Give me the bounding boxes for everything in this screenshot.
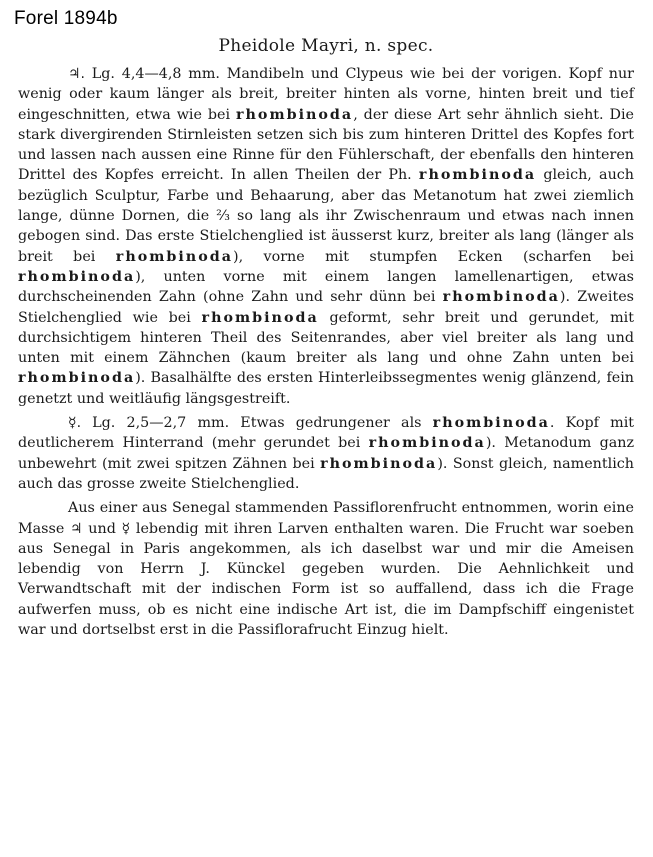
paragraph-locality: [18, 498, 634, 640]
species-name: rhombinoda: [432, 415, 550, 432]
caste-symbol: ☿.: [68, 415, 93, 432]
species-name: rhombinoda: [18, 268, 136, 285]
species-name: rhombinoda: [418, 167, 537, 184]
text-run: lebendig mit ihren Larven enthalten waren. Die Frucht war soeben aus Senegal in Paris angekommen, als ich daselbst war und mir die Ameisen lebendig von Herrn J. Künckel gegeben wurden. Die Aehnlichkeit und Verwandtschaft mit der indischen Form ist so auffallend, dass ich die Frage aufwerfen muss, ob es nicht eine indische Art ist, die im Dampfschiff eingenistet war und dortselbst erst in die Passiflorafrucht Einzug hielt.: [18, 520, 634, 639]
caste-symbol: ☿: [121, 520, 131, 537]
caste-symbol: ♃: [70, 520, 83, 537]
species-name: rhombinoda: [18, 370, 136, 387]
species-name: rhombinoda: [442, 289, 560, 306]
title-genus: Pheidole: [218, 36, 296, 56]
title-note: n. spec.: [364, 36, 434, 56]
text-run: ), vorne mit stumpfen Ecken (scharfen bei: [233, 248, 634, 265]
title-species: Mayri: [301, 36, 354, 56]
text-run: ), unten vorne mit einem langen lamellenartigen, etwas durchscheinenden Zahn (ohne Zahn und sehr dünn bei: [18, 268, 634, 306]
citation-label: Forel 1894b: [14, 8, 118, 29]
paragraph-worker-major: [18, 64, 634, 409]
text-run: Lg. 2,5—2,7 mm. Etwas gedrungener als: [92, 415, 433, 432]
text-run: gleich, auch bezüglich Sculptur, Farbe und Behaarung, aber das Metanotum hat zwei ziemlich lange, dünne Dornen, die ⅔ so lang als ihr Zwischenraum und etwas nach innen gebogen sind. Das erste Stielchenglied ist äusserst kurz, breiter als lang (länger als breit bei: [18, 167, 634, 265]
text-run: , der diese Art sehr ähnlich sieht. Die stark divergirenden Stirnleisten setzen sich bis zum hinteren Drittel des Kopfes fort und lassen nach aussen eine Rinne für den Fühlerschaft, der ebenfalls den hinteren Drittel des Kopfes erreicht. In allen Theilen der Ph.: [18, 106, 634, 184]
species-name: rhombinoda: [320, 455, 438, 472]
species-name: rhombinoda: [368, 435, 486, 452]
species-name: rhombinoda: [201, 309, 319, 326]
text-run: Lg. 4,4—4,8 mm. Mandibeln und Clypeus wie bei der vorigen. Kopf nur wenig oder kaum länger als breit, breiter hinten als vorne, hinten breit und tief eingeschnitten, etwa wie bei: [18, 66, 634, 123]
species-title: Pheidole Mayri, n. spec.: [218, 36, 434, 56]
species-name: rhombinoda: [115, 248, 233, 265]
document-page: [18, 36, 634, 640]
text-run: ). Zweites Stielchenglied wie bei: [18, 289, 634, 326]
caste-symbol: ♃.: [68, 66, 92, 82]
species-name: rhombinoda: [235, 106, 354, 123]
text-run: geformt, sehr breit und gerundet, mit durchsichtigem hinteren Theil des Seitenrandes, aber viel breiter als lang und unten mit einem Zähnchen (kaum breiter als lang und ohne Zahn unten bei: [18, 309, 635, 367]
text-run: ). Basalhälfte des ersten Hinterleibssegmentes wenig glänzend, fein genetzt und weitläufig längsgestreift.: [18, 370, 634, 407]
paragraph-worker-minor: [18, 413, 634, 494]
text-run: Aus einer aus Senegal stammenden Passiflorenfrucht entnommen, worin eine Masse: [18, 500, 634, 537]
text-run: ). Sonst gleich, namentlich auch das grosse zweite Stielchenglied.: [18, 455, 634, 492]
text-run: ). Metanodum ganz unbewehrt (mit zwei spitzen Zähnen bei: [18, 435, 634, 472]
text-run: . Kopf mit deutlicherem Hinterrand (mehr gerundet bei: [18, 415, 635, 452]
text-run: und: [82, 520, 122, 537]
